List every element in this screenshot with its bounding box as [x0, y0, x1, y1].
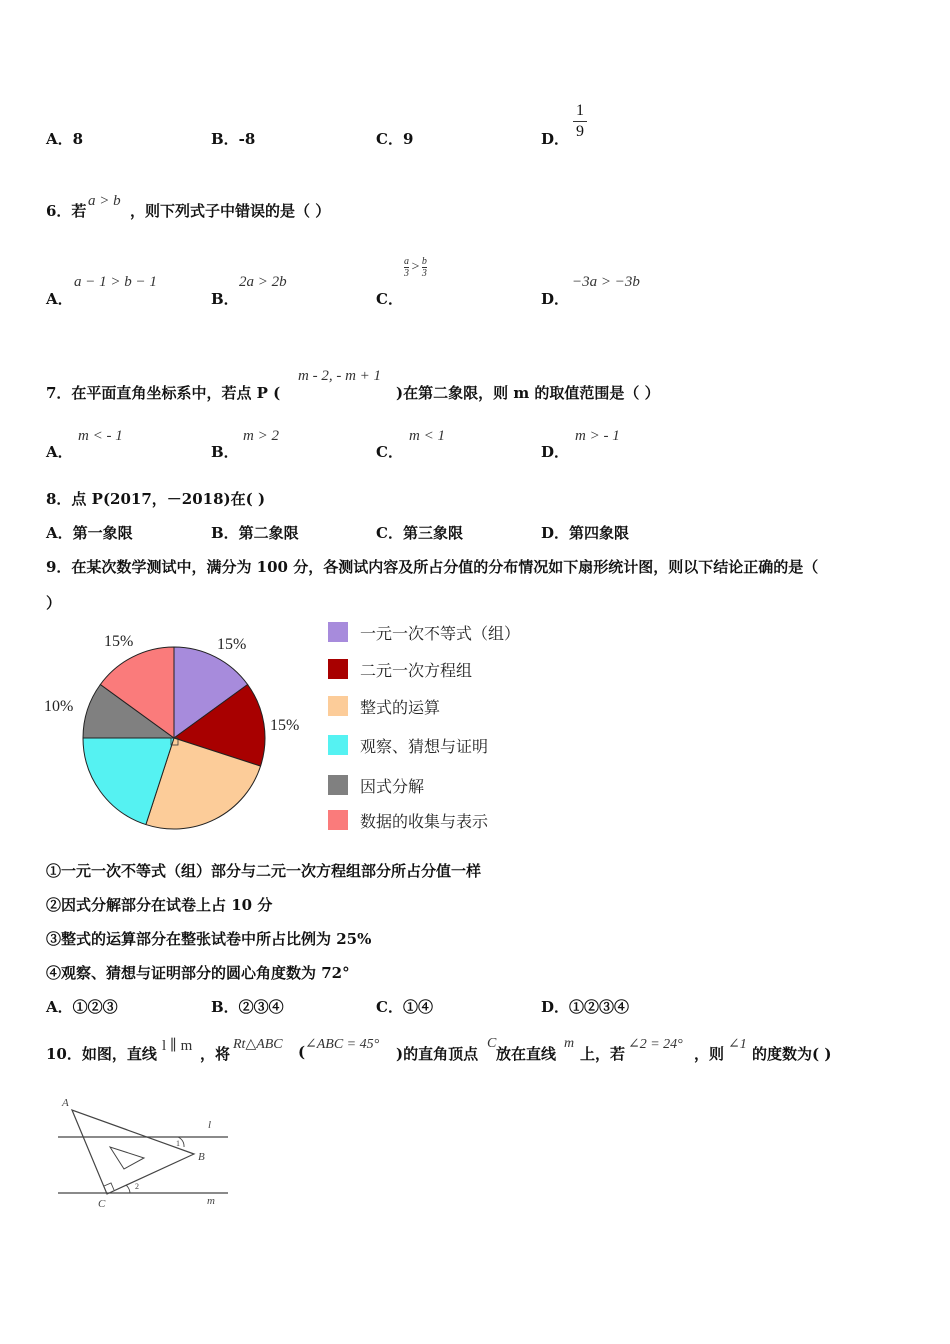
q7-option-a-label: A．	[46, 443, 73, 461]
q9-statement-1: ①一元一次不等式（组）部分与二元一次方程组部分所占分值一样	[46, 862, 482, 880]
legend-swatch-polynomial	[328, 696, 348, 716]
q5-option-a: A．8	[46, 130, 84, 148]
legend-swatch-data-collection	[328, 810, 348, 830]
legend-label-polynomial: 整式的运算	[360, 698, 441, 717]
q9-option-b: B．②③④	[211, 998, 284, 1016]
label-angle-2: 2	[135, 1182, 139, 1191]
q10-text-7: ，则	[694, 1045, 725, 1063]
q10-math-parallel: l ∥ m	[162, 1038, 193, 1054]
q7-option-b-math: m > 2	[243, 428, 279, 444]
legend-label-observation: 观察、猜想与证明	[360, 737, 489, 756]
q9-statement-3: ③整式的运算部分在整张试卷中所占比例为 25%	[46, 930, 372, 948]
q6-stem-math: a > b	[88, 193, 121, 209]
q7-option-d-math: m > - 1	[575, 428, 620, 444]
q6-stem-suffix: ，则下列式子中错误的是（ ）	[130, 202, 331, 220]
q9-option-d: D．①②③④	[541, 998, 630, 1016]
q5-option-b: B．-8	[211, 130, 256, 148]
legend-swatch-equation	[328, 659, 348, 679]
pie-label-factorization: 10%	[44, 698, 74, 715]
q6-option-d-label: D．	[541, 290, 570, 308]
q9-statement-4: ④观察、猜想与证明部分的圆心角度数为 72°	[46, 964, 350, 982]
q10-math-angle-abc: ∠ABC = 45°	[305, 1037, 380, 1052]
legend-label-equation: 二元一次方程组	[360, 661, 473, 680]
q6-option-b-math: 2a > 2b	[239, 274, 287, 290]
q7-option-c-math: m < 1	[409, 428, 445, 444]
q10-text-6: 上，若	[580, 1045, 626, 1063]
pie-label-data-collection: 15%	[104, 633, 134, 650]
q7-option-b-label: B．	[211, 443, 239, 461]
q6-option-a-label: A．	[46, 290, 73, 308]
label-m: m	[207, 1195, 215, 1207]
fraction-bar	[573, 121, 587, 122]
q5-option-d-fraction	[573, 102, 587, 141]
q5-option-d-label: D．	[541, 130, 570, 148]
q9-option-c: C．①④	[376, 998, 433, 1016]
legend-swatch-factorization	[328, 775, 348, 795]
q9-option-a: A．①②③	[46, 998, 118, 1016]
q6-stem-prefix: 6．若	[46, 202, 87, 220]
q8-stem: 8．点 P(2017，－2018)在( )	[46, 490, 266, 508]
q9-statement-2: ②因式分解部分在试卷上占 10 分	[46, 896, 273, 914]
triangle-abc	[72, 1110, 194, 1194]
label-c: C	[98, 1198, 106, 1210]
q10-text-3: (	[298, 1043, 306, 1061]
angle-2-arc	[126, 1185, 130, 1193]
label-b: B	[198, 1151, 205, 1163]
legend-label-inequality: 一元一次不等式（组）	[360, 624, 521, 643]
q10-math-m: m	[564, 1036, 575, 1051]
q7-option-d-label: D．	[541, 443, 570, 461]
inner-triangle	[110, 1147, 144, 1169]
q8-option-d: D．第四象限	[541, 524, 630, 542]
fraction-a-over-3: $\frac{a}{3}$	[404, 256, 409, 279]
q7-option-c-label: C．	[376, 443, 403, 461]
label-angle-1: 1	[176, 1139, 180, 1148]
legend-label-data-collection: 数据的收集与表示	[360, 812, 489, 831]
q10-math-angle-2: ∠2 = 24°	[628, 1037, 683, 1052]
q8-option-b: B．第二象限	[211, 524, 299, 542]
q10-math-c: C	[487, 1036, 497, 1051]
q6-option-d-math: −3a > −3b	[572, 274, 640, 290]
q10-stem-prefix: 10．如图，直线	[46, 1045, 157, 1063]
q6-option-b-label: B．	[211, 290, 239, 308]
legend-label-factorization: 因式分解	[360, 777, 425, 796]
legend-swatch-observation	[328, 735, 348, 755]
q10-geometry-figure	[52, 1092, 242, 1217]
fraction-b-over-3: $\frac{b}{3}$	[421, 256, 427, 279]
q7-stem-math: m - 2, - m + 1	[298, 368, 382, 384]
q10-text-2: ，将	[200, 1045, 231, 1063]
pie-label-equation: 15%	[270, 717, 300, 734]
q7-option-a-math: m < - 1	[78, 428, 123, 444]
q10-text-8: 的度数为( )	[752, 1045, 832, 1063]
q7-stem-prefix: 7．在平面直角坐标系中，若点 P (	[46, 384, 281, 402]
pie-label-inequality: 15%	[217, 636, 247, 653]
label-l: l	[208, 1119, 212, 1131]
q5-option-c: C．9	[376, 130, 414, 148]
q6-option-a-math: a − 1 > b − 1	[74, 274, 157, 290]
q8-option-a: A．第一象限	[46, 524, 133, 542]
q8-option-c: C．第三象限	[376, 524, 463, 542]
fraction-numerator: 1	[576, 102, 584, 119]
q10-text-5: 放在直线	[496, 1045, 557, 1063]
q9-stem-line2: ）	[46, 594, 62, 612]
label-a: A	[62, 1097, 69, 1109]
q6-option-c-math: $\frac{a}{3}$ > $\frac{b}{3}$	[404, 256, 427, 279]
q10-text-4: )的直角顶点	[396, 1045, 479, 1063]
q7-stem-suffix: )在第二象限，则 m 的取值范围是（ ）	[396, 384, 660, 402]
q10-math-angle-1: ∠1	[728, 1037, 747, 1052]
legend-swatch-inequality	[328, 622, 348, 642]
fraction-denominator: 9	[576, 123, 584, 140]
q10-math-triangle: Rt△ABC	[233, 1037, 283, 1052]
q6-option-c-label: C．	[376, 290, 403, 308]
q9-stem-line1: 9．在某次数学测试中，满分为 100 分，各测试内容及所占分值的分布情况如下扇形统计图，则以下结论正确的是（	[46, 558, 819, 576]
